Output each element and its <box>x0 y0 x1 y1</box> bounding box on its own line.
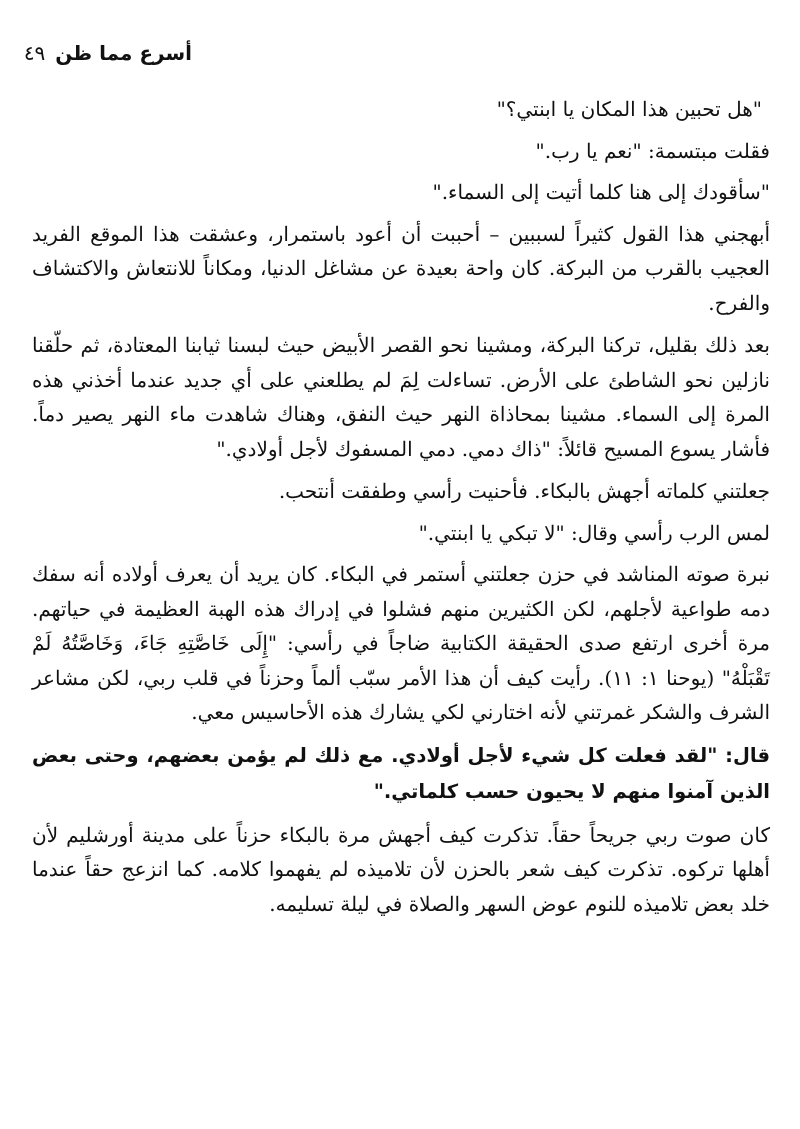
page-body <box>32 92 770 929</box>
dialogue-paragraph: "سأقودك إلى هنا كلما أتيت إلى السماء." <box>432 180 770 204</box>
body-paragraph: كان صوت ربي جريحاً حقاً. تذكرت كيف أجهش مرة بالبكاء حزناً على مدينة أورشليم لأن أهلها تركوه. تذكرت كيف شعر بالحزن لأن تلاميذه لم يفهموا كلامه. كما انزعج حقاً عندما خلد بعض تلاميذه للنوم عوض السهر والصلاة في ليلة تسليمه. <box>32 822 770 916</box>
page-number: ٤٩ <box>23 41 46 65</box>
body-paragraph: نبرة صوته المناشد في حزن جعلتني أستمر في البكاء. كان يريد أن يعرف أولاده أنه سفك دمه طواعية لأجلهم، لكن الكثيرين منهم فشلوا في إدراك هذه الهبة العظيمة في حياتهم. مرة أخرى ارتفع صدى الحقيقة الكتابية ضاجاً في رأسي: "إِلَى خَاصَّتِهِ جَاءَ، وَخَاصَّتُهُ لَمْ تَقْبَلْهُ" (يوحنا ١: ١١). رأيت كيف أن هذا الأمر سبّب ألماً وحزناً في قلب ربي، لكن مشاعر الشرف والشكر غمرتني لأنه اختارني لكي يشارك هذه الأحاسيس معي. <box>32 562 770 724</box>
page-header <box>23 36 192 70</box>
body-paragraph: لمس الرب رأسي وقال: "لا تبكي يا ابنتي." <box>418 520 770 545</box>
body-paragraph: بعد ذلك بقليل، تركنا البركة، ومشينا نحو القصر الأبيض حيث لبسنا ثيابنا المعتادة، ثم حلّقنا نازلين نحو الشاطئ على الأرض. تساءلت لِمَ لم يطلعني على أي جديد عندما أخذني هذه المرة إلى السماء. مشينا بمحاذاة النهر حيث النفق، وهناك شاهدت ماء النهر يصير دماً. فأشار يسوع المسيح قائلاً: "ذاك دمي. دمي المسفوك لأجل أولادي." <box>32 333 770 461</box>
chapter-title: أسرع مما ظن <box>55 41 192 65</box>
dialogue-paragraph: "هل تحبين هذا المكان يا ابنتي؟" <box>496 97 762 121</box>
body-paragraph: جعلتني كلماته أجهش بالبكاء. فأحنيت رأسي وطفقت أنتحب. <box>278 479 770 503</box>
quote-paragraph: قال: "لقد فعلت كل شيء لأجل أولادي. مع ذلك لم يؤمن بعضهم، وحتى بعض الذين آمنوا منهم لا يحيون حسب كلماتي." <box>32 743 770 803</box>
dialogue-paragraph: فقلت مبتسمة: "نعم يا رب." <box>535 138 770 163</box>
body-paragraph: أبهجني هذا القول كثيراً لسببين – أحببت أن أعود باستمرار، وعشقت هذا الموقع الفريد العجيب بالقرب من البركة. كان واحة بعيدة عن مشاغل الدنيا، ومكاناً للانتعاش والاكتشاف والفرح. <box>32 221 771 315</box>
